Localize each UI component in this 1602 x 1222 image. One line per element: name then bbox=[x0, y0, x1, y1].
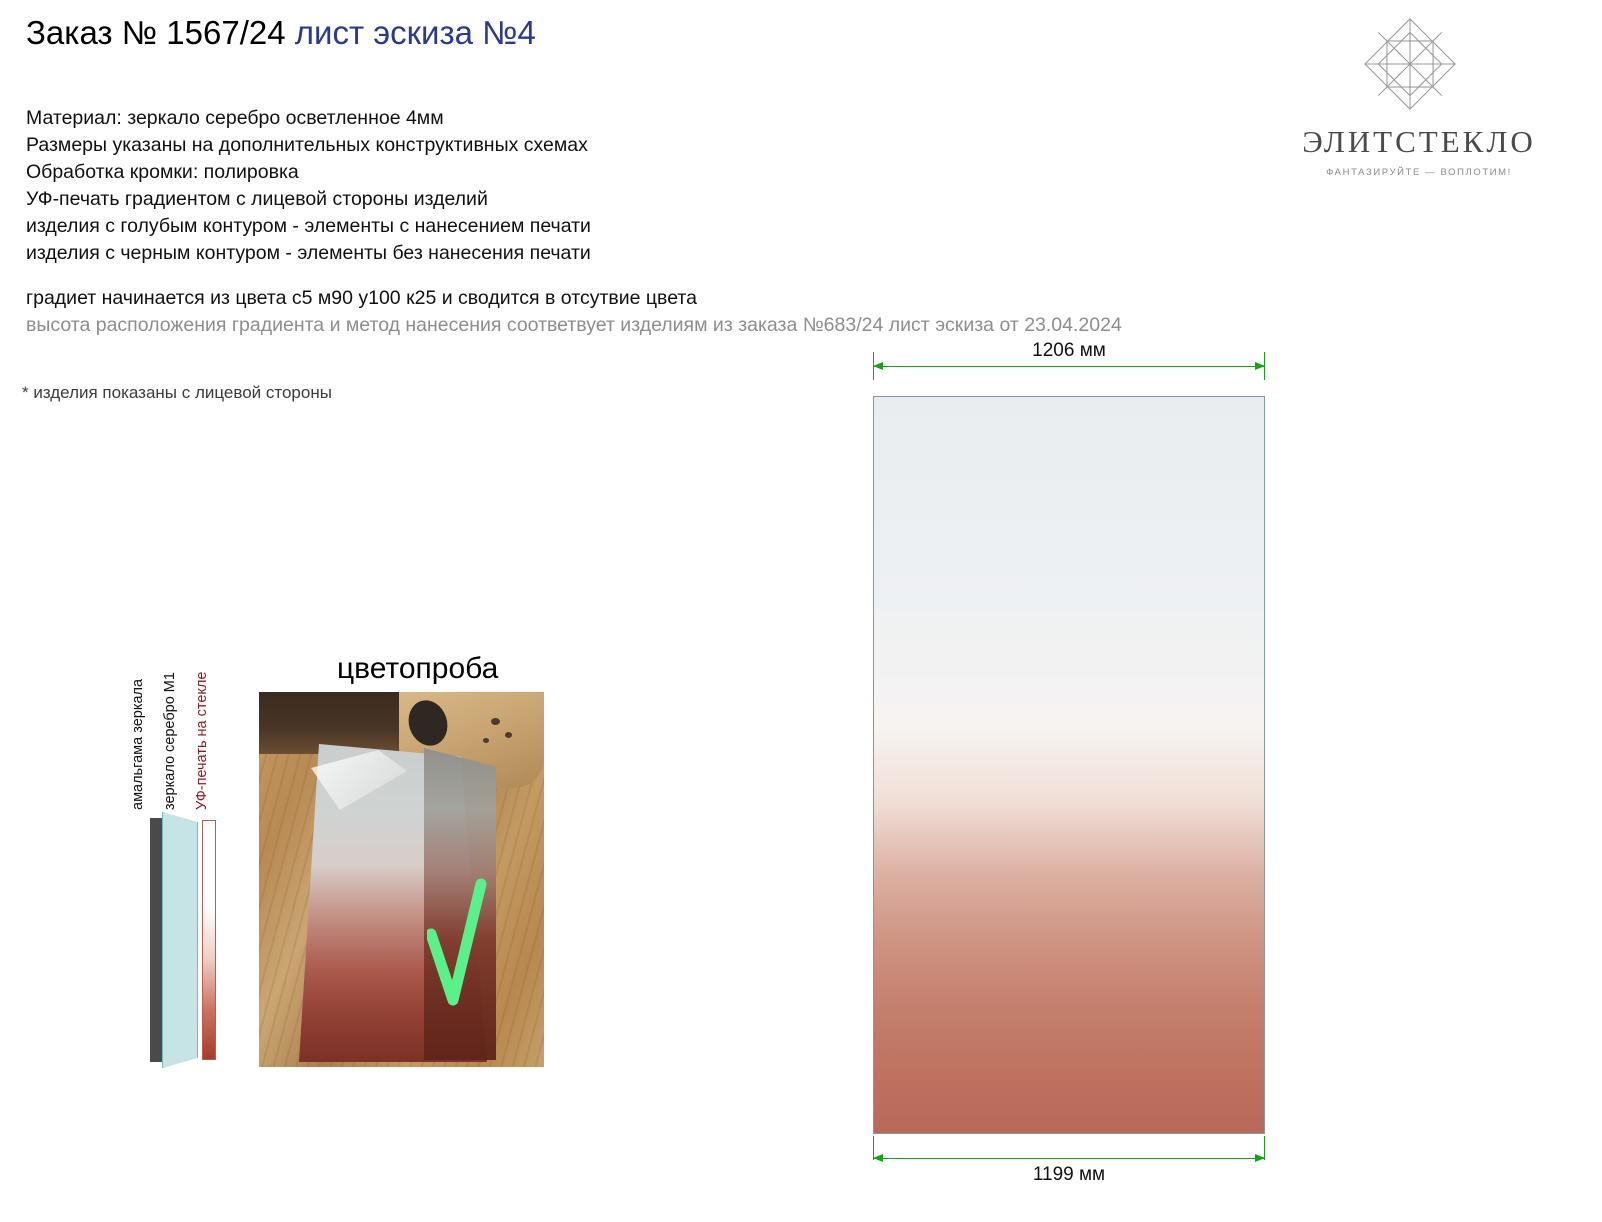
panel-gradient-drawing bbox=[873, 396, 1265, 1134]
dimension-line bbox=[873, 1158, 1265, 1159]
dimension-top bbox=[873, 340, 1265, 380]
color-proof-photo bbox=[259, 692, 544, 1067]
sheet-number: лист эскиза №4 bbox=[294, 14, 536, 51]
layer-uv-print-gradient bbox=[202, 820, 216, 1060]
legend-label-uv-print: УФ-печать на стекле bbox=[194, 671, 210, 810]
color-proof-title: цветопроба bbox=[337, 652, 499, 685]
spec-line: Материал: зеркало серебро осветленное 4мм bbox=[26, 107, 444, 129]
logo-wordmark: ЭЛИТСТЕКЛО bbox=[1302, 124, 1536, 159]
legend-label-mirror: зеркало серебро М1 bbox=[162, 672, 178, 810]
legend-label-amalgam: амальгама зеркала bbox=[130, 678, 146, 810]
diamond-grid-logo-icon bbox=[1362, 16, 1458, 112]
green-check-mark-icon bbox=[427, 872, 487, 1012]
gradient-note bbox=[26, 285, 1122, 339]
photo-speck bbox=[491, 718, 500, 725]
company-logo bbox=[1254, 12, 1584, 192]
photo-speck bbox=[505, 732, 512, 738]
spec-line: Обработка кромки: полировка bbox=[26, 161, 299, 183]
logo-tagline: ФАНТАЗИРУЙТЕ — ВОПЛОТИМ! bbox=[1326, 167, 1512, 178]
spec-line: изделия с голубым контуром - элементы с нанесением печати bbox=[26, 215, 591, 237]
gradient-note-line-1: градиет начинается из цвета с5 м90 у100 к25 и сводится в отсутвие цвета bbox=[26, 287, 697, 309]
front-face-note: * изделия показаны с лицевой стороны bbox=[22, 383, 332, 402]
page-title bbox=[26, 14, 536, 52]
order-number: Заказ № 1567/24 bbox=[26, 14, 286, 51]
layer-amalgam bbox=[150, 818, 162, 1062]
dimension-line bbox=[873, 366, 1265, 367]
spec-line: УФ-печать градиентом с лицевой стороны изделий bbox=[26, 188, 488, 210]
gradient-note-line-2: высота расположения градиента и метод нанесения соответвует изделиям из заказа №683/24 лист эскиза от 23.04.2024 bbox=[26, 314, 1122, 336]
dimension-bottom bbox=[873, 1150, 1265, 1185]
layer-mirror-glass bbox=[162, 812, 198, 1068]
dimension-height-label: 1199 мм bbox=[1009, 1164, 1129, 1186]
specification-list bbox=[26, 105, 591, 267]
spec-line: изделия с черным контуром - элементы без нанесения печати bbox=[26, 242, 591, 264]
dimension-width-label: 1206 мм bbox=[1009, 340, 1129, 362]
layer-stack-diagram bbox=[140, 812, 236, 1067]
spec-line: Размеры указаны на дополнительных конструктивных схемах bbox=[26, 134, 588, 156]
photo-speck bbox=[483, 738, 489, 743]
